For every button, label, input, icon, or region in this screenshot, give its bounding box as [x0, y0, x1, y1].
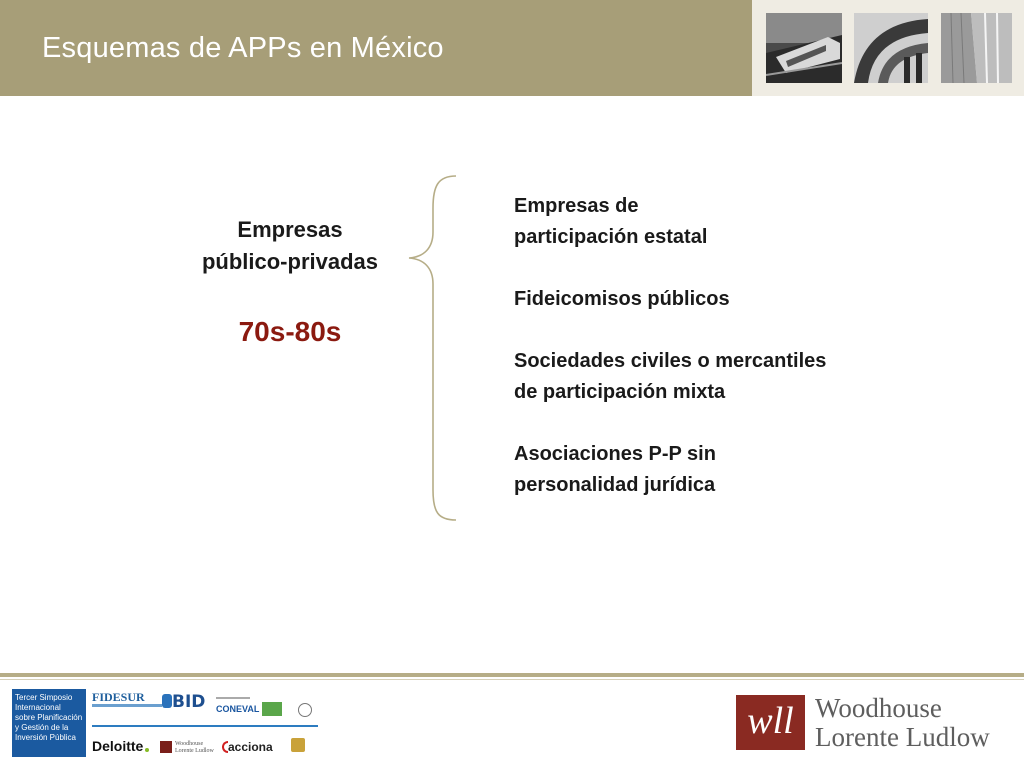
header-bar — [0, 0, 752, 96]
building-photo — [941, 13, 1012, 83]
wll-small-icon — [160, 741, 172, 753]
concept-heading — [170, 214, 410, 278]
train-photo — [766, 13, 842, 83]
company-name-line-2: Lorente Ludlow — [815, 722, 990, 752]
sponsor-divider — [92, 725, 318, 727]
concept-line-2: público-privadas — [201, 249, 379, 274]
coneval-logo: CONEVAL — [216, 704, 260, 714]
list-item: Sociedades civiles o mercantiles de participación mixta — [514, 350, 827, 403]
decade-label: 70s-80s — [238, 316, 342, 347]
footer-divider — [0, 673, 1024, 677]
wll-small-logo: Woodhouse Lorente Ludlow — [175, 741, 214, 754]
slide-title: Esquemas de APPs en México — [42, 32, 444, 64]
concept-line-1: Empresas — [237, 217, 343, 242]
list-item: Asociaciones P-P sin personalidad jurídica — [514, 443, 716, 496]
symposium-logo: Tercer Simposio Internacional sobre Planificación y Gestión de la Inversión Pública — [12, 689, 86, 757]
deloitte-logo: Deloitte — [92, 738, 144, 754]
list-item: Empresas de participación estatal — [514, 195, 708, 248]
curly-brace — [404, 174, 460, 524]
header-photo-strip — [752, 0, 1024, 96]
logo-monogram: wll — [747, 700, 794, 742]
company-name — [815, 694, 990, 752]
seal-icon — [291, 738, 305, 752]
bid-icon — [162, 694, 172, 708]
green-sponsor-icon — [262, 702, 282, 716]
bid-logo: BID — [172, 692, 206, 712]
fidesur-logo: FIDESUR — [92, 690, 145, 704]
footer-divider-thin — [0, 679, 1024, 680]
acciona-logo: acciona — [228, 740, 273, 754]
arch-photo — [854, 13, 928, 83]
company-name-line-1: Woodhouse — [815, 693, 942, 723]
list-item: Fideicomisos públicos — [514, 288, 730, 310]
deloitte-dot-icon — [145, 748, 149, 752]
scheme-list — [514, 191, 894, 501]
un-emblem-icon — [298, 703, 312, 717]
company-logo-mark — [736, 695, 805, 750]
fidesur-underline — [92, 704, 162, 707]
sponsor-caption-line — [216, 697, 250, 699]
